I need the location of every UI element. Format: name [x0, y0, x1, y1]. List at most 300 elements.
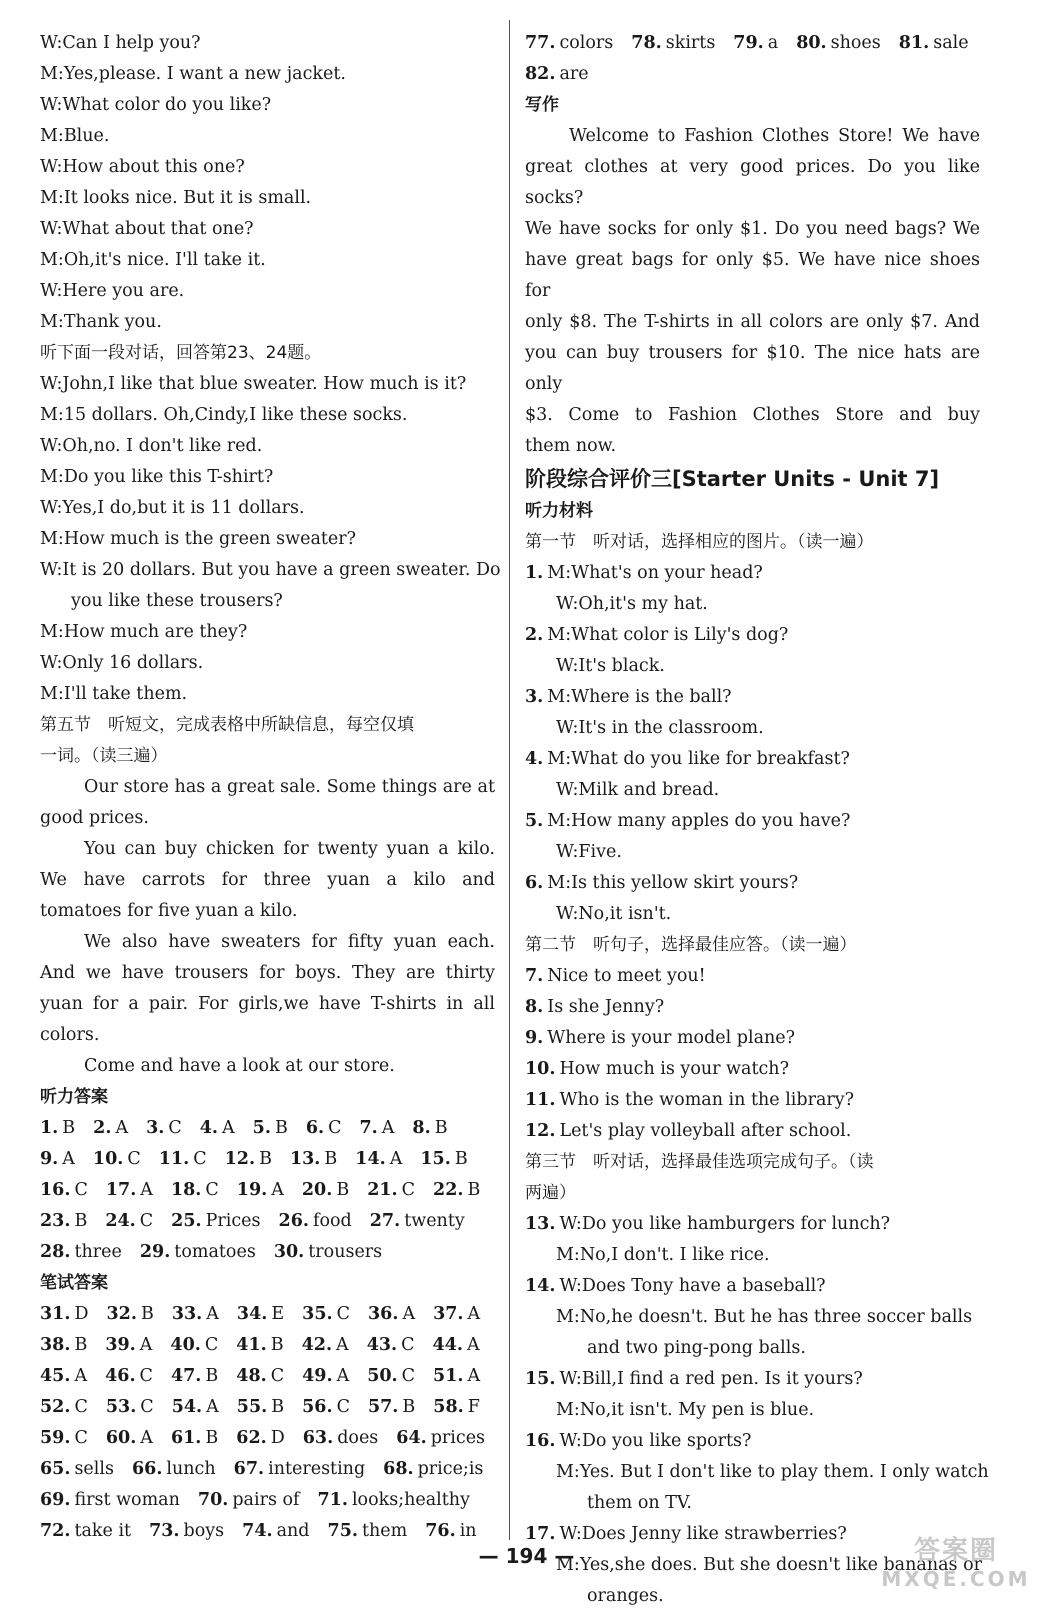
answer-number: 36. — [367, 1304, 399, 1324]
answer-number: 43. — [366, 1335, 398, 1355]
answer-number: 9. — [40, 1149, 59, 1169]
answer-number: 64. — [396, 1428, 427, 1448]
answer-number: 4. — [199, 1118, 219, 1138]
answer-value: E — [271, 1304, 285, 1324]
sentence-text: How much is your watch? — [559, 1059, 789, 1079]
answer-number: 27. — [369, 1211, 401, 1231]
item-number: 11. — [525, 1090, 556, 1110]
answer-number: 7. — [359, 1118, 378, 1138]
dialog-question — [525, 682, 980, 713]
answer-value: A — [381, 1118, 395, 1138]
answer-item — [40, 1206, 87, 1237]
answer-value: tomatoes — [174, 1242, 256, 1262]
answer-item — [170, 1330, 218, 1361]
answer-item — [367, 1361, 415, 1392]
answer-value: B — [62, 1118, 76, 1138]
answer-number: 38. — [40, 1335, 71, 1355]
answer-row — [40, 1299, 495, 1330]
answer-item — [274, 1237, 382, 1268]
item-number: 16. — [525, 1431, 556, 1451]
answer-value: B — [324, 1149, 338, 1169]
answer-value: A — [336, 1335, 349, 1355]
answer-number: 19. — [236, 1180, 268, 1200]
dialog-question — [525, 1271, 980, 1302]
answer-number: 60. — [105, 1428, 137, 1448]
answer-number: 28. — [40, 1242, 71, 1262]
column-divider — [509, 20, 510, 1540]
answer-value: C — [205, 1180, 219, 1200]
answer-value: A — [115, 1118, 129, 1138]
answer-value: C — [168, 1118, 182, 1138]
answer-number: 6. — [305, 1118, 325, 1138]
answer-value: B — [205, 1428, 219, 1448]
answer-number: 37. — [433, 1304, 464, 1324]
sentence-text: Who is the woman in the library? — [559, 1090, 855, 1110]
answer-number: 54. — [171, 1397, 203, 1417]
writing-title: 写作 — [525, 95, 559, 115]
dialog-line: W:Only 16 dollars. — [40, 653, 204, 673]
answer-item — [40, 1423, 88, 1454]
answer-value: A — [140, 1428, 153, 1448]
writing-line: Welcome to Fashion Clothes Store! We have — [569, 126, 980, 146]
passage — [40, 772, 495, 1082]
dialog-text: M:How many apples do you have? — [547, 811, 851, 831]
answer-number: 1. — [40, 1118, 59, 1138]
answer-number: 63. — [302, 1428, 334, 1448]
answer-number: 21. — [367, 1180, 398, 1200]
answer-value: skirts — [665, 33, 716, 53]
left-column — [40, 28, 501, 1547]
answer-value: boys — [183, 1521, 225, 1541]
answer-item — [433, 1361, 480, 1392]
watermark-domain: MXQE.COM — [881, 1567, 1031, 1591]
answer-item — [367, 1330, 415, 1361]
dialog-text: M:What's on your head? — [547, 563, 763, 583]
dialog-question — [525, 1364, 980, 1395]
answer-number: 22. — [433, 1180, 464, 1200]
dialog-line: W:It is 20 dollars. But you have a green sweater. Do — [40, 560, 501, 580]
dialog-line: W:Yes,I do,but it is 11 dollars. — [40, 498, 305, 518]
answer-number: 62. — [236, 1428, 267, 1448]
dialog-question — [525, 868, 980, 899]
answer-row — [40, 1330, 495, 1361]
answer-value: B — [270, 1335, 284, 1355]
sentence-text: Is she Jenny? — [547, 997, 665, 1017]
answer-value: B — [271, 1397, 285, 1417]
item-number: 10. — [525, 1059, 556, 1079]
answer-number: 33. — [171, 1304, 203, 1324]
answer-item — [237, 1175, 284, 1206]
dialog-text: W:Does Tony have a baseball? — [559, 1276, 826, 1296]
answer-item — [899, 28, 969, 59]
answer-value: shoes — [830, 33, 881, 53]
answer-value: F — [467, 1397, 480, 1417]
answer-item — [146, 1113, 182, 1144]
item-number: 8. — [525, 997, 544, 1017]
answer-number: 34. — [236, 1304, 268, 1324]
answer-value: B — [402, 1397, 416, 1417]
answer-number: 41. — [236, 1335, 267, 1355]
dialog-text: M:What do you like for breakfast? — [547, 749, 850, 769]
answer-number: 31. — [40, 1304, 71, 1324]
answer-item — [425, 1516, 476, 1547]
answer-number: 82. — [525, 64, 556, 84]
answer-value: C — [127, 1149, 141, 1169]
answer-number: 49. — [302, 1366, 333, 1386]
sentence-item — [525, 1054, 980, 1085]
dialog-line: M:Oh,it's nice. I'll take it. — [40, 250, 266, 270]
answer-item — [383, 1454, 483, 1485]
answer-item — [367, 1175, 415, 1206]
answer-item — [106, 1423, 153, 1454]
answer-value: interesting — [268, 1459, 366, 1479]
dialog-line: W:Here you are. — [40, 281, 185, 301]
answer-value: A — [62, 1149, 75, 1169]
answer-value: in — [459, 1521, 477, 1541]
answer-value: colors — [559, 33, 614, 53]
dialog-question — [525, 620, 980, 651]
answer-item — [370, 1206, 465, 1237]
answer-value: D — [74, 1304, 89, 1324]
sentence-item — [525, 961, 980, 992]
dialog-line: W:Can I help you? — [40, 33, 201, 53]
answer-item — [302, 1175, 349, 1206]
answer-number: 14. — [355, 1149, 386, 1169]
answer-value: B — [274, 1118, 288, 1138]
answer-item — [306, 1113, 342, 1144]
answer-value: are — [559, 64, 589, 84]
dialog-line: M:It looks nice. But it is small. — [40, 188, 312, 208]
answer-item — [237, 1392, 284, 1423]
item-number: 3. — [525, 687, 544, 707]
answer-item — [355, 1144, 402, 1175]
answer-number: 35. — [302, 1304, 333, 1324]
answer-number: 72. — [40, 1521, 71, 1541]
answer-value: A — [389, 1149, 403, 1169]
answer-item — [172, 1392, 219, 1423]
right-column — [525, 28, 989, 1612]
writing-line: $3. Come to Fashion Clothes Store and buy — [525, 405, 980, 425]
item-number: 5. — [525, 811, 544, 831]
answer-row — [40, 1485, 495, 1516]
answer-number: 66. — [131, 1459, 163, 1479]
answer-value: three — [74, 1242, 122, 1262]
dialog-answer-cont: them on TV. — [587, 1493, 692, 1513]
answer-value: pairs of — [232, 1490, 300, 1510]
answer-value: B — [74, 1211, 88, 1231]
answer-item — [171, 1175, 219, 1206]
answer-item — [40, 1144, 75, 1175]
answer-row — [40, 1175, 495, 1206]
answer-item — [525, 28, 613, 59]
answer-number: 46. — [105, 1366, 136, 1386]
answer-value: A — [271, 1180, 284, 1200]
answer-item — [279, 1206, 352, 1237]
answer-number: 3. — [146, 1118, 165, 1138]
item-number: 15. — [525, 1369, 556, 1389]
writing-line: great clothes at very good prices. Do you like socks? — [525, 157, 980, 208]
answer-number: 76. — [425, 1521, 456, 1541]
answer-number: 12. — [224, 1149, 256, 1169]
answer-value: price;is — [417, 1459, 484, 1479]
answer-value: looks;healthy — [351, 1490, 470, 1510]
dialog-line: M:How much are they? — [40, 622, 248, 642]
answer-item — [40, 1392, 88, 1423]
answer-value: does — [337, 1428, 379, 1448]
dialog-line: W:What color do you like? — [40, 95, 272, 115]
section-3-heading: 第三节 听对话，选择最佳选项完成句子。（读 — [525, 1152, 874, 1172]
answer-item — [171, 1206, 260, 1237]
answer-number: 56. — [302, 1397, 333, 1417]
dialog-line: W:Oh,no. I don't like red. — [40, 436, 263, 456]
written-answers — [40, 1299, 495, 1547]
answer-number: 74. — [242, 1521, 273, 1541]
sentence-item — [525, 1116, 980, 1147]
answer-number: 17. — [105, 1180, 137, 1200]
dialog-line: you like these trousers? — [71, 591, 283, 611]
answer-item — [106, 1175, 153, 1206]
dialog-text: M:Is this yellow skirt yours? — [547, 873, 799, 893]
dialog-line: W:John,I like that blue sweater. How much is it? — [40, 374, 467, 394]
writing-line: you can buy trousers for $10. The nice hats are only — [525, 343, 980, 394]
dialog-text: W:Bill,I find a red pen. Is it yours? — [559, 1369, 863, 1389]
answer-number: 50. — [367, 1366, 398, 1386]
answer-value: twenty — [404, 1211, 465, 1231]
answer-number: 30. — [273, 1242, 305, 1262]
answer-item — [236, 1423, 284, 1454]
dialog-line: W:How about this one? — [40, 157, 245, 177]
answer-row — [40, 1392, 495, 1423]
dialog-answer: W:No,it isn't. — [556, 904, 672, 924]
answer-value: C — [401, 1180, 416, 1200]
watermark-text: 答案圈 — [913, 1536, 998, 1566]
dialog-text: W:Do you like sports? — [559, 1431, 752, 1451]
answer-number: 15. — [420, 1149, 451, 1169]
dialog-1 — [40, 28, 495, 338]
answer-number: 47. — [170, 1366, 202, 1386]
passage-paragraph: You can buy chicken for twenty yuan a kilo. We have carrots for three yuan a kilo and tomatoes for five yuan a kilo. — [40, 839, 495, 921]
answer-value: C — [74, 1428, 88, 1448]
dialog-question — [525, 806, 980, 837]
instruction-23-24: 听下面一段对话，回答第23、24题。 — [40, 343, 322, 363]
material-title: 听力材料 — [525, 501, 593, 521]
answer-value: C — [328, 1118, 342, 1138]
answer-number: 32. — [106, 1304, 137, 1324]
answer-value: A — [336, 1366, 350, 1386]
answer-row — [40, 1144, 495, 1175]
answer-number: 25. — [171, 1211, 202, 1231]
answer-value: C — [270, 1366, 285, 1386]
answer-value: A — [140, 1180, 153, 1200]
dialog-question — [525, 1426, 980, 1457]
dialog-answer: M:No,it isn't. My pen is blue. — [556, 1400, 815, 1420]
dialog-question — [525, 1209, 980, 1240]
answer-item — [106, 1392, 154, 1423]
answer-item — [105, 1361, 153, 1392]
answer-number: 75. — [327, 1521, 358, 1541]
answer-item — [40, 1516, 131, 1547]
item-number: 6. — [525, 873, 544, 893]
answer-item — [105, 1206, 153, 1237]
section-5-heading: 第五节 听短文，完成表格中所缺信息，每空仅填 — [40, 715, 414, 735]
answer-number: 65. — [40, 1459, 71, 1479]
answer-item — [525, 59, 589, 90]
answer-number: 18. — [170, 1180, 202, 1200]
answer-value: prices — [430, 1428, 486, 1448]
dialog-answer: W:Milk and bread. — [556, 780, 720, 800]
answer-item — [106, 1299, 153, 1330]
answer-number: 73. — [149, 1521, 180, 1541]
answer-value: B — [140, 1304, 154, 1324]
sentence-text: Where is your model plane? — [547, 1028, 796, 1048]
answer-value: food — [312, 1211, 352, 1231]
writing-line: have great bags for only $5. We have nice shoes for — [525, 250, 980, 301]
answer-item — [242, 1516, 309, 1547]
answer-number: 61. — [170, 1428, 202, 1448]
writing-line: We have socks for only $1. Do you need bags? We — [525, 219, 980, 239]
written-answers-title: 笔试答案 — [40, 1273, 108, 1293]
answer-number: 57. — [367, 1397, 399, 1417]
answer-value: first woman — [74, 1490, 180, 1510]
answer-item — [159, 1144, 207, 1175]
answer-value: A — [467, 1366, 481, 1386]
dialog-line: M:Do you like this T-shirt? — [40, 467, 274, 487]
section-1-dialogs — [525, 558, 980, 930]
answer-row — [525, 28, 980, 59]
answer-item — [40, 1113, 75, 1144]
dialog-text: M:What color is Lily's dog? — [547, 625, 789, 645]
answer-row — [40, 1423, 495, 1454]
answer-item — [171, 1423, 218, 1454]
answer-value: a — [767, 33, 779, 53]
answer-value: B — [259, 1149, 272, 1169]
dialog-2 — [40, 369, 501, 710]
answer-item — [40, 1361, 87, 1392]
answer-item — [40, 1485, 180, 1516]
answer-value: A — [206, 1304, 219, 1324]
dialog-text: M:Where is the ball? — [547, 687, 732, 707]
passage-paragraph: Our store has a great sale. Some things are at good prices. — [40, 777, 495, 828]
answer-item — [302, 1361, 349, 1392]
answer-value: trousers — [308, 1242, 383, 1262]
answer-row — [40, 1206, 495, 1237]
answer-number: 68. — [383, 1459, 414, 1479]
answer-item — [368, 1392, 415, 1423]
answer-value: B — [336, 1180, 350, 1200]
answer-item — [40, 1237, 122, 1268]
dialog-line: M:Thank you. — [40, 312, 162, 332]
dialog-answer: M:Yes. But I don't like to play them. I only watch — [556, 1462, 989, 1482]
answer-item — [412, 1113, 447, 1144]
answer-item — [40, 1454, 114, 1485]
answer-item — [328, 1516, 408, 1547]
answer-row — [40, 1454, 495, 1485]
answer-value: take it — [74, 1521, 132, 1541]
answer-value: C — [204, 1335, 219, 1355]
item-number: 17. — [525, 1524, 556, 1544]
answer-value: Prices — [205, 1211, 261, 1231]
section-3-heading-cont: 两遍） — [525, 1183, 576, 1203]
answer-item — [733, 28, 778, 59]
dialog-answer-cont: oranges. — [587, 1586, 664, 1606]
answer-number: 69. — [40, 1490, 71, 1510]
answer-number: 52. — [40, 1397, 71, 1417]
answer-item — [433, 1392, 480, 1423]
dialog-line: M:Yes,please. I want a new jacket. — [40, 64, 346, 84]
answer-item — [140, 1237, 256, 1268]
section-2-sentences — [525, 961, 980, 1147]
answer-value: C — [139, 1366, 153, 1386]
answer-value: lunch — [166, 1459, 216, 1479]
answer-number: 29. — [139, 1242, 171, 1262]
answer-row — [40, 1237, 495, 1268]
answer-item — [93, 1113, 128, 1144]
answer-item — [225, 1144, 272, 1175]
answer-item — [236, 1361, 284, 1392]
sentence-item — [525, 992, 980, 1023]
answer-item — [433, 1330, 480, 1361]
answer-value: A — [466, 1335, 480, 1355]
passage-paragraph: We also have sweaters for fifty yuan each. And we have trousers for boys. They are thirty yuan for a pair. For girls,we have T-shirts in all colors. — [40, 932, 495, 1045]
answer-number: 16. — [40, 1180, 71, 1200]
answer-value: sale — [933, 33, 969, 53]
section-1-heading: 第一节 听对话，选择相应的图片。（读一遍） — [525, 532, 874, 552]
dialog-answer: W:Oh,it's my hat. — [556, 594, 708, 614]
answer-value: B — [454, 1149, 468, 1169]
answer-item — [149, 1516, 224, 1547]
dialog-text: W:Does Jenny like strawberries? — [559, 1524, 847, 1544]
dialog-answer-cont: and two ping-pong balls. — [587, 1338, 806, 1358]
answer-value: C — [336, 1397, 350, 1417]
item-number: 1. — [525, 563, 544, 583]
dialog-text: W:Do you like hamburgers for lunch? — [559, 1214, 891, 1234]
answer-number: 67. — [233, 1459, 265, 1479]
item-number: 14. — [525, 1276, 556, 1296]
sentence-item — [525, 1085, 980, 1116]
answer-item — [234, 1454, 366, 1485]
dialog-answer: M:No,I don't. I like rice. — [556, 1245, 770, 1265]
answer-value: C — [74, 1180, 88, 1200]
item-number: 9. — [525, 1028, 544, 1048]
answer-number: 23. — [40, 1211, 71, 1231]
answer-item — [40, 1330, 87, 1361]
sentence-text: Let's play volleyball after school. — [559, 1121, 852, 1141]
dialog-line: M:How much is the green sweater? — [40, 529, 357, 549]
answer-value: A — [467, 1304, 481, 1324]
answer-item — [172, 1299, 219, 1330]
listening-answers — [40, 1113, 495, 1268]
answer-item — [318, 1485, 470, 1516]
item-number: 2. — [525, 625, 544, 645]
answer-number: 5. — [252, 1118, 271, 1138]
answer-item — [796, 28, 881, 59]
writing-line: only $8. The T-shirts in all colors are only $7. And — [525, 312, 980, 332]
answer-number: 51. — [433, 1366, 464, 1386]
answer-value: A — [222, 1118, 235, 1138]
answer-number: 71. — [317, 1490, 348, 1510]
section-2-heading: 第二节 听句子，选择最佳应答。（读一遍） — [525, 935, 857, 955]
answer-value: C — [74, 1397, 88, 1417]
answer-number: 79. — [733, 33, 764, 53]
writing-sample — [525, 121, 980, 462]
answer-item — [360, 1113, 395, 1144]
listening-answers-title: 听力答案 — [40, 1087, 108, 1107]
answer-value: A — [139, 1335, 153, 1355]
answer-item — [368, 1299, 415, 1330]
answer-item — [253, 1113, 288, 1144]
answer-value: D — [270, 1428, 285, 1448]
item-number: 12. — [525, 1121, 556, 1141]
